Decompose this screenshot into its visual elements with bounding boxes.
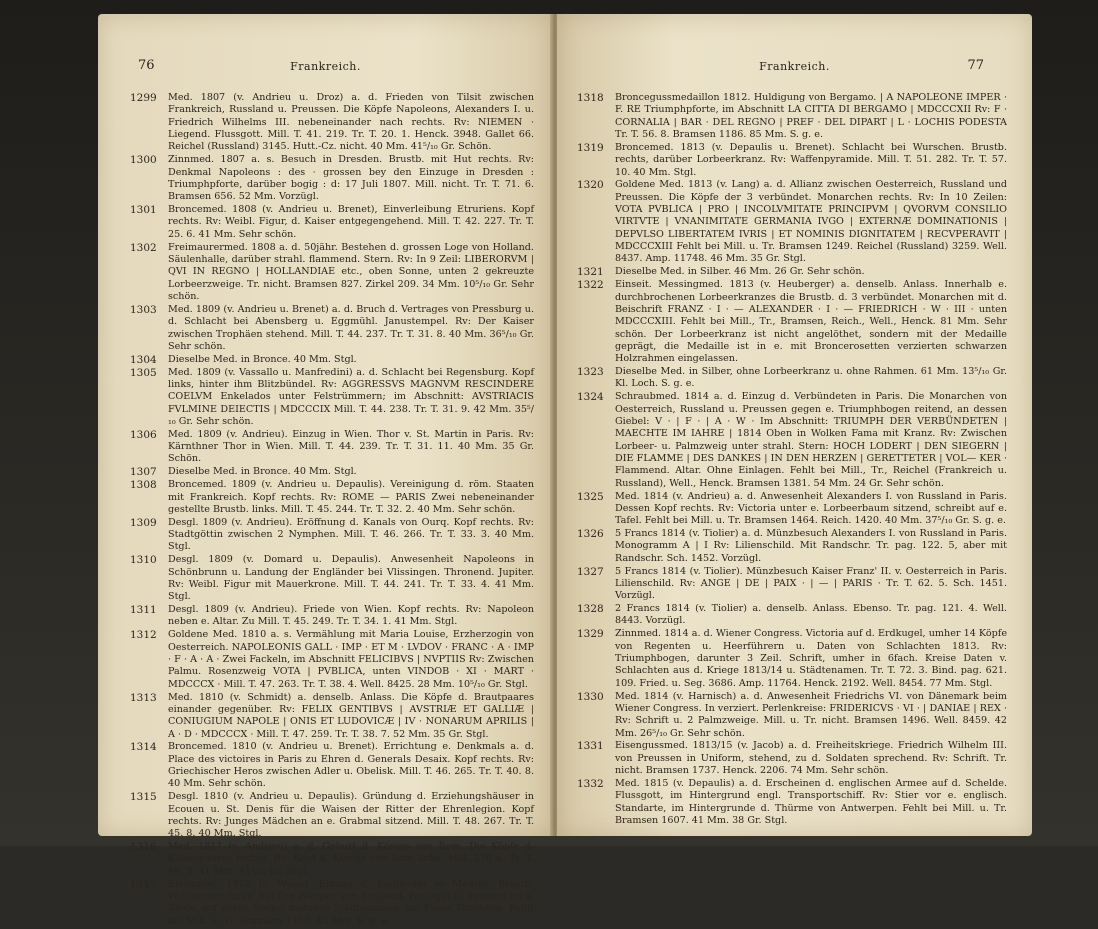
entry-number: 1323 [577,366,604,379]
entry-number: 1312 [130,629,157,642]
entry-text: Einseit. Messingmed. 1813 (v. Heuberger) a. denselb. Anlass. Innerhalb e. durchbrochenen Lorbeerkranzes die Brustb. d. 3 verbündet. Monarchen mit d. Beischrift FRANZ · I · — ALEXANDER · I · — FRIEDRICH · W · III · unten MDCCCXIII. Fehlt bei Mill., Tr., Bramsen, Reich., Well., Henck. 81 Mm. Sehr schön. Der Lorbeerkranz ist nicht angelöthet, sondern mit der Medaille geprägt, die Medaille ist in e. mit Broncerosetten verzierten schwarzen Holzrahmen eingelassen. [615,279,1007,365]
entry-text: Med. 1810 (v. Schmidt) a. denselb. Anlass. Die Köpfe d. Brautpaares einander gegenüber. Rv: FELIX GENTIBVS | AVSTRIÆ ET GALLIÆ | CONIUGIUM NAPOLE | ONIS ET LUDOVICÆ | IV · NONARUM APRILIS | A · D · MDCCCX · Mill. T. 47. 259. Tr. T. 38. 7. 52 Mm. 35 Gr. Stgl. [168,691,534,740]
entry-number: 1307 [130,466,157,479]
catalog-entry [130,692,534,741]
catalog-entry [130,791,534,840]
entry-text: Dieselbe Med. in Bronce. 40 Mm. Stgl. [168,353,357,365]
catalog-entry [130,304,534,353]
entry-number: 1320 [577,179,604,192]
entry-text: Broncegussmedaillon 1812. Huldigung von Bergamo. | A NAPOLEONE IMPER · F. RE Triumphpforte, im Abschnitt LA CITTA DI BERGAMO | MDCCCXII Rv: F · CORNALIA | BAR · DEL REGNO | PREF · DEL DIPART | L · LOCHIS PODESTA Tr. T. 56. 8. Bramsen 1186. 85 Mm. S. g. e. [615,92,1007,141]
entry-text: Freimaurermed. 1808 a. d. 50jähr. Bestehen d. grossen Loge von Holland. Säulenhalle, darüber strahl. flammend. Stern. Rv: In 9 Zeil: LIBERORVM | QVI IN REGNO | HOLLANDIAE etc., oben Sonne, unten 2 gekreuzte Lorbeerzweige. Tr. nicht. Bramsen 827. Zirkel 209. 34 Mm. 10⁵/₁₀ Gr. Sehr schön. [168,241,534,302]
entry-number: 1328 [577,603,604,616]
catalog-entry [130,92,534,154]
catalog-entry [577,179,1007,265]
entry-text: Med. 1809 (v. Andrieu). Einzug in Wien. Thor v. St. Martin in Paris. Rv: Kärnthner Thor in Wien. Mill. T. 44. 239. Tr. T. 31. 11. 40 Mm. 35 Gr. Schön. [168,428,534,465]
catalog-entry [577,528,1007,565]
entry-number: 1326 [577,528,604,541]
catalog-entries [577,92,1007,828]
entry-number: 1325 [577,490,604,503]
entry-number: 1331 [577,740,604,753]
catalog-entry [577,691,1007,740]
entry-text: Dieselbe Med. in Bronce. 40 Mm. Stgl. [168,466,357,478]
catalog-entry [130,554,534,603]
entry-text: Zinnmed. 1814 a. d. Wiener Congress. Victoria auf d. Erdkugel, umher 14 Köpfe von Regenten u. Heerführern u. Daten von Schlachten 1813. Rv: Triumphbogen, darunter 3 Zeil. Schrift, umher in 6fach. Kreise Daten v. Schlachten aus d. Kriege 1813/14 u. Städtenamen. Tr. T. 72. 3. Bind. pag. 621. 109. Fried. u. Seg. 3686. Amp. 11764. Henck. 2192. Well. 8454. 77 Mm. Stgl. [615,628,1007,689]
catalog-entry [577,603,1007,628]
entry-number: 1301 [130,204,157,217]
entry-number: 1303 [130,303,157,316]
entry-number: 1316 [130,841,157,854]
catalog-entry [577,142,1007,179]
catalog-entry [130,154,534,203]
entry-text: Zinnmed. 1807 a. s. Besuch in Dresden. Brustb. mit Hut rechts. Rv: Denkmal Napoleons : des · grossen bey den Einzuge in Dresden : Triumphpforte, darüber bogig : d: 17 Juli 1807. Mill. nicht. Tr. T. 71. 6. Bramsen 656. 52 Mm. Vorzügl. [168,154,534,203]
entry-text: Desgl. 1809 (v. Andrieu). Friede von Wien. Kopf rechts. Rv: Napoleon neben e. Altar. Zu Mill. T. 45. 249. Tr. T. 34. 1. 41 Mm. Stgl. [168,604,534,628]
entry-number: 1330 [577,690,604,703]
entry-number: 1309 [130,516,157,529]
catalog-entry [577,92,1007,141]
entry-number: 1302 [130,241,157,254]
entry-number: 1318 [577,92,604,104]
catalog-entry [130,354,534,366]
catalog-entry [130,466,534,478]
entry-text: Med. 1807 (v. Andrieu u. Droz) a. d. Frieden von Tilsit zwischen Frankreich, Russland u. Preussen. Die Köpfe Napoleons, Alexanders I. u. Friedrich Wilhelms III. nebeneinander nach rechts. Rv: NIEMEN · Liegend. Flussgott. Mill. T. 41. 219. Tr. T. 20. 1. Henck. 3948. Gallet 66. Reichel (Russland) 3145. Hutt.-Cz. nicht. 40 Mm. 41⁵/₁₀ Gr. Schön. [168,92,534,153]
entry-text: Broncemed. 1809 (v. Andrieu u. Depaulis). Vereinigung d. röm. Staaten mit Frankreich. Kopf rechts. Rv: ROME — PARIS Zwei nebeneinander gestellte Brustb. links. Mill. T. 45. 244. Tr. T. 32. 2. 40 Mm. Sehr schön. [168,479,534,515]
entry-number: 1322 [577,279,604,292]
entry-number: 1314 [130,741,157,754]
catalog-entry [130,604,534,629]
catalog-entry [577,628,1007,690]
catalog-entry [130,879,534,928]
catalog-entry [130,367,534,429]
entry-number: 1329 [577,628,604,641]
entry-text: Goldene Med. 1810 a. s. Vermählung mit Maria Louise, Erzherzogin von Oesterreich. NAPOLEONIS GALL · IMP · ET M · LVDOV · FRANC · A · IMP · F · A · A · Zwei Fackeln, im Abschnitt FELICIBVS | NVPTIIS Rv: Zwischen Palmu. Rosenzweig VOTA | PVBLICA, unten VINDOB · XI · MART · MDCCCX · Mill. T. 47. 263. Tr. T. 38. 4. Well. 8425. 28 Mm. 10⁵/₁₀ Gr. Stgl. [168,629,534,690]
entry-text: 2 Francs 1814 (v. Tiolier) a. denselb. Anlass. Ebenso. Tr. pag. 121. 4. Well. 8443. Vorzügl. [615,603,1007,627]
entry-text: Med. 1815 (v. Depaulis) a. d. Erscheinen d. englischen Armee auf d. Schelde. Flussgott, im Hintergrund engl. Transportschiff. Rv: Stier vor e. englisch. Standarte, im Hintergrunde d. Thürme von Antwerpen. Fehlt bei Mill. u. Tr. Bramsen 1607. 41 Mm. 38 Gr. Stgl. [615,777,1007,826]
entry-number: 1311 [130,604,157,617]
entry-number: 1304 [130,353,157,366]
entry-number: 1315 [130,791,157,804]
catalog-entry [130,517,534,554]
entry-text: Desgl. 1810 (v. Andrieu u. Depaulis). Gründung d. Erziehungshäuser in Ecouen u. St. Denis für die Waisen der Ritter der Ehrenlegion. Kopf rechts. Rv: Junges Mädchen an e. Grabmal sitzend. Mill. T. 48. 267. Tr. T. 45. 8. 40 Mm. Stgl. [168,791,534,840]
catalog-entry [130,841,534,878]
catalog-entry [130,741,534,790]
entry-text: Med. 1809 (v. Andrieu u. Brenet) a. d. Bruch d. Vertrages von Pressburg u. d. Schlacht bei Abensberg u. Eggmühl. Janustempel. Rv: Der Kaiser zwischen Trophäen stehend. Mill. T. 44. 237. Tr. T. 31. 8. 40 Mm. 36⁵/₁₀ Gr. Sehr schön. [168,303,534,352]
entry-text: Dieselbe Med. in Silber. 46 Mm. 26 Gr. Sehr schön. [615,266,865,278]
entry-number: 1317 [130,878,157,891]
entry-text: Dieselbe Med. in Silber, ohne Lorbeerkranz u. ohne Rahmen. 61 Mm. 13⁵/₁₀ Gr. Kl. Loch. S. g. e. [615,366,1007,390]
catalog-entry [577,491,1007,528]
entry-number: 1300 [130,154,157,167]
catalog-entry [577,740,1007,777]
page-number: 76 [138,58,155,73]
entry-text: Goldene Med. 1813 (v. Lang) a. d. Allianz zwischen Oesterreich, Russland und Preussen. Die Köpfe der 3 verbündet. Monarchen rechts. Rv: In 10 Zeilen: VOTA PVBLICA | PRO | INCOLVMITATE PRINCIPVM | QVORVM CONSILIO VIRTVTE | VNANIMITATE GERMANIA IVGO | EXTERNÆ DOMINATIONIS | DEPVLSO LIBERTATEM IVRIS | ET NOMINIS DIGNITATEM | RECVPERAVIT | MDCCCXIII Fehlt bei Mill. u. Tr. Bramsen 1249. Reichel (Russland) 3259. Well. 8437. Amp. 11748. 46 Mm. 35 Gr. Stgl. [615,179,1007,265]
entry-text: Broncemed. 1810 (v. Andrieu u. Brenet). Errichtung e. Denkmals a. d. Place des victoires in Paris zu Ehren d. Generals Desaix. Kopf rechts. Rv: Griechischer Heros zwischen Adler u. Obelisk. Mill. T. 46. 265. Tr. T. 40. 8. 40 Mm. Sehr schön. [168,741,534,790]
entry-text: 5 Francs 1814 (v. Tiolier). Münzbesuch Kaiser Franz' II. v. Oesterreich in Paris. Lilienschild. Rv: ANGE | DE | PAIX · | — | PARIS · Tr. T. 62. 5. Sch. 1451. Vorzügl. [615,565,1007,602]
catalog-entry [577,266,1007,278]
entry-number: 1321 [577,266,604,279]
catalog-entries [130,92,534,929]
entry-number: 1308 [130,479,157,492]
catalog-entry [130,204,534,241]
entry-number: 1306 [130,428,157,441]
running-header: Frankreich. [290,60,361,73]
catalog-entry [577,566,1007,603]
catalog-entry [130,242,534,304]
entry-text: Schraubmed. 1814 a. d. Einzug d. Verbündeten in Paris. Die Monarchen von Oesterreich, Russland u. Preussen gegen e. Triumphbogen reitend, an dessen Giebel: V · | F · | A · W · Im Abschnitt: TRIUMPH DER VERBÜNDETEN | MAECHTE IM IAHRE | 1814 Oben in Wolken Fama mit Kranz. Rv: Zwischen Lorbeer- u. Palmzweig unter strahl. Stern: HOCH LODERT | DEN SIEGERN | DIE FLAMME | DES DANKES | IN DEN HERZEN | GERETTETER | VOL— KER · Flammend. Altar. Ohne Einlagen. Fehlt bei Mill., Tr., Reichel (Frankreich u. Russland), Well., Henck. Bramsen 1381. 54 Mm. 24 Gr. Sehr schön. [615,391,1007,489]
entry-text: Desgl. 1809 (v. Andrieu). Eröffnung d. Kanals von Ourq. Kopf rechts. Rv: Stadtgöttin zwischen 2 Nymphen. Mill. T. 46. 266. Tr. T. 33. 3. 40 Mm. Stgl. [168,516,534,553]
catalog-entry [130,629,534,691]
entry-number: 1305 [130,366,157,379]
entry-number: 1299 [130,92,157,104]
entry-text: Eisenmed. 1812 (v. Wyon). Einzug d. Engländer in Madrid. Brustb. Wellingtons links. Rv: Die Wappen von England, Portugal u. Spanien an e. Säule, auf deren Sockel mehrere Städtenamen; am Fusse Trophäen. Fehlt bei Mill. u. Tr. Bramsen 1160. 43 Mm. S. g. e. [168,878,534,927]
entry-text: Broncemed. 1808 (v. Andrieu u. Brenet), Einverleibung Etruriens. Kopf rechts. Rv: Weibl. Figur, d. Kaiser entgegengehend. Mill. T. 42. 227. Tr. T. 25. 6. 41 Mm. Sehr schön. [168,204,534,240]
entry-number: 1319 [577,141,604,154]
entry-text: Broncemed. 1813 (v. Depaulis u. Brenet). Schlacht bei Wurschen. Brustb. rechts, darüber Lorbeerkranz. Rv: Waffenpyramide. Mill. T. 51. 282. Tr. T. 57. 10. 40 Mm. Stgl. [615,141,1007,178]
entry-text: Med. 1814 (v. Harnisch) a. d. Anwesenheit Friedrichs VI. von Dänemark beim Wiener Congress. In verziert. Perlenkreise: FRIDERICVS · VI · | DANIAE | REX · Rv: Schrift u. 2 Palmzweige. Mill. u. Tr. nicht. Bramsen 1496. Well. 8459. 42 Mm. 26⁵/₁₀ Gr. Sehr schön. [615,690,1007,739]
entry-number: 1310 [130,554,157,567]
entry-text: Med. 1809 (v. Vassallo u. Manfredini) a. d. Schlacht bei Regensburg. Kopf links, hinter ihm Blitzbündel. Rv: AGGRESSVS MAGNVM RESCINDERE COELVM Enkelados unter Felstrümmern; im Abschnitt: AVSTRIACIS FVLMINE DEIECTIS | MDCCCIX Mill. T. 44. 238. Tr. T. 31. 9. 42 Mm. 35⁵/₁₀ Gr. Sehr schön. [168,366,534,427]
entry-text: 5 Francs 1814 (v. Tiolier) a. d. Münzbesuch Alexanders I. von Russland in Paris. Monogramm A | I Rv: Lilienschild. Mit Randschr. Tr. pag. 122. 5, aber mit Randschr. Sch. 1452. Vorzügl. [615,528,1007,564]
entry-text: Desgl. 1809 (v. Domard u. Depaulis). Anwesenheit Napoleons in Schönbrunn u. Landung der Engländer bei Vlissingen. Thronend. Jupiter. Rv: Weibl. Figur mit Mauerkrone. Mill. T. 44. 241. Tr. T. 33. 4. 41 Mm. Stgl. [168,554,534,603]
catalog-entry [577,279,1007,365]
page-number: 77 [967,58,984,73]
catalog-entry [577,391,1007,490]
entry-text: Eisengussmed. 1813/15 (v. Jacob) a. d. Freiheitskriege. Friedrich Wilhelm III. von Preussen in Uniform, stehend, zu d. Soldaten sprechend. Rv: Schrift. Tr. nicht. Bramsen 1737. Henck. 2206. 74 Mm. Sehr schön. [615,740,1007,777]
catalog-entry [130,479,534,516]
left-page [98,14,553,927]
catalog-entry [130,429,534,466]
entry-number: 1327 [577,565,604,578]
catalog-entry [577,366,1007,391]
running-header: Frankreich. [759,60,830,73]
entry-text: Med. 1814 (v. Andrieu) a. d. Anwesenheit Alexanders I. von Russland in Paris. Dessen Kopf rechts. Rv: Victoria unter e. Lorbeerbaum sitzend, schreibt auf e. Tafel. Fehlt bei Mill. u. Tr. Bramsen 1464. Reich. 1420. 40 Mm. 37⁵/₁₀ Gr. S. g. e. [615,490,1007,527]
entry-number: 1313 [130,691,157,704]
entry-number: 1324 [577,391,604,404]
catalog-entry [577,778,1007,827]
entry-number: 1332 [577,777,604,790]
right-page [557,14,1032,836]
entry-text: Med. 1811 (v. Andrieu) a. d. Geburt d. Königs von Rom. Die Köpfe d. Kaiserpaares rechts. Rv: Kopf d. Königs von Rom links. Mill. 270 a. Tr. T. 49. 3. 41 Mm. 41⁵/₁₀ Gr. Stgl. [168,841,534,877]
